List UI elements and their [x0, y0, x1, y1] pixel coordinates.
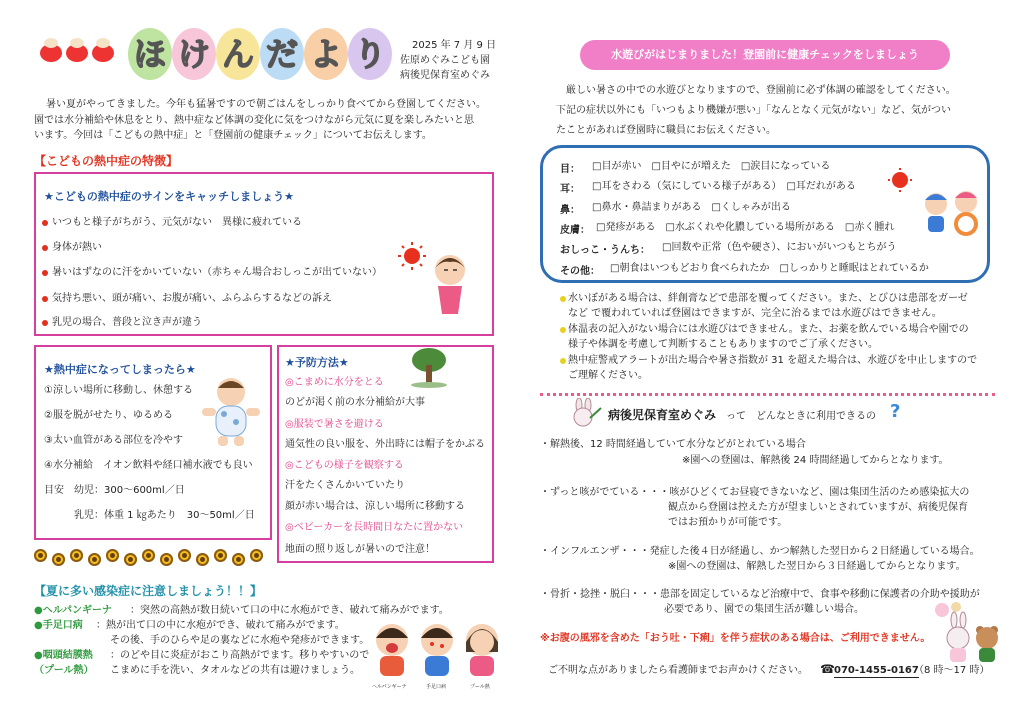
org-name: 病後児保育室めぐみ [400, 70, 490, 81]
list-item: 身体が熱い [52, 242, 102, 253]
phone-icon: ☎ [820, 662, 835, 676]
intro-text: 暑い夏がやってきました。今年も猛暑ですので朝ごはんをしっかり食べてから登園してください。 [46, 99, 486, 110]
mascot-illustration [40, 38, 120, 66]
prevention-text: 通気性の良い服を、外出時には帽子をかぶる [285, 439, 485, 450]
list-item: ③太い血管がある部位を冷やす [44, 435, 183, 446]
disease-description: こまめに手を洗い、タオルなどの共有は避けましょう。 [110, 665, 360, 676]
case-note: ※園への登園は、解熱後 24 時間経過してからとなります。 [682, 455, 949, 466]
disease-name: ●咽頭結膜熱 [34, 650, 93, 661]
note-text: 様子や体調を考慮して判断することもありますのでご了承ください。 [568, 339, 878, 350]
case-text: ではお預かりが可能です。 [668, 517, 788, 528]
phone-number: 070-1455-0167 [834, 665, 919, 676]
check-label: 鼻： [560, 205, 580, 216]
rabbit-bear-illustration [932, 602, 1004, 664]
disease-name: ●手足口病 [34, 620, 83, 631]
target-label: 目安 [44, 485, 64, 496]
prevention-text: 汗をたくさんかいていたり [285, 480, 405, 491]
prevention-heading: ◎ベビーカーを長時間日なたに置かない [285, 522, 464, 533]
section-heading: 【夏に多い感染症に注意しましょう！！】 [34, 584, 263, 598]
contact-text: ご不明な点がありましたら看護師までお声かけください。 [548, 665, 808, 676]
prevention-text: 顔が赤い場合は、涼しい場所に移動する [285, 501, 465, 512]
org-name: 佐原めぐみこども園 [400, 55, 490, 66]
case-text: 必要であり、園での集団生活が難しい場合。 [664, 604, 864, 615]
check-items: □目が赤い □目やにが増えた □涙目になっている [592, 161, 831, 172]
check-label: おしっこ・うんち： [560, 245, 650, 256]
check-items: □朝食はいつもどおり食べられたか □しっかりと睡眠はとれているか [610, 263, 929, 274]
intro-text: 厳しい暑さの中での水遊びとなりますので、登園前に必ず体調の確認をしてください。 [566, 85, 956, 96]
disease-description: ：熱が出て口の中に水疱ができ、破れて痛みがでます。 [96, 620, 345, 631]
usage-warning: ※お腹の風邪を含めた「おう吐・下痢」を伴う症状のある場合は、ご利用できません。 [540, 633, 931, 644]
disease-name: （プール熱） [34, 665, 94, 676]
disease-description: ：のどや目に炎症がおこり高熱がでます。移りやすいので [110, 650, 370, 661]
baby-illustration [196, 370, 266, 450]
target-value: 幼児：300～600ml／日 [74, 485, 185, 496]
list-item: いつもと様子がちがう、元気がない 異様に疲れている [52, 217, 302, 228]
disease-description: その後、手のひらや足の裏などに水疱や発疹ができます。 [110, 635, 370, 646]
banner-heading: 水遊びがはじまりました！登園前に健康チェックをしましょう [580, 40, 950, 70]
hot-child-illustration [398, 242, 482, 320]
title-char: り [353, 35, 386, 73]
note-text: 熱中症警戒アラートが出た場合や暑さ指数が 31 を超えた場合は、水遊びを中止しますので [568, 355, 978, 366]
title-char: だ [265, 35, 298, 73]
list-item: 気持ち悪い、頭が痛い、お腹が痛い、ふらふらするなどの訴え [52, 293, 332, 304]
title-char: け [177, 35, 210, 73]
pool-kids-illustration [886, 168, 982, 238]
prevention-text: のどが渇く前の水分補給が大事 [285, 397, 425, 408]
note-text: 水いぼがある場合は、絆創膏などで患部を覆ってください。また、とびひは患部をガーゼ [568, 293, 968, 304]
check-items: □耳をさわる（気にしている様子がある） □耳だれがある [592, 181, 856, 192]
list-item: ②服を脱がせたり、ゆるめる [44, 410, 173, 421]
list-item: 乳児の場合、普段と泣き声が違う [52, 317, 202, 328]
intro-text: たことがあれば登園時に職員にお伝えください。 [556, 125, 776, 136]
intro-text: 園では水分補給や休息をとり、熱中症など体調の変化に気をつけながら元気に夏を楽しみたいと思 [34, 115, 474, 126]
nursery-title: 病後児保育室めぐみ [608, 408, 717, 422]
prevention-text: 地面の照り返しが暑いので注意！ [285, 544, 435, 555]
disease-description: ：突然の高熱が数日続いて口の中に水疱ができ、破れて痛みがでます。 [130, 605, 449, 616]
section-heading: 【こどもの熱中症の特徴】 [34, 154, 179, 168]
note-text: など で覆われていれば登園はできますが、完全に治るまでは水遊びはできません。 [568, 308, 942, 319]
check-items: □回数や正常（色や硬さ）、においがいつもとちがう [662, 242, 897, 253]
check-label: 耳： [560, 184, 580, 195]
title-char: ほ [133, 35, 166, 73]
prevention-heading: ◎服装で暑さを避ける [285, 419, 384, 430]
illustration-caption: プール熱 [470, 684, 490, 690]
box-title: ★予防方法★ [285, 356, 349, 369]
case-note: ※園への登園は、解熱した翌日から３日経過してからとなります。 [668, 561, 966, 572]
case-text: ・インフルエンザ・・・発症した後４日が経過し、かつ解熱した翌日から２日経過している場合。 [540, 546, 980, 557]
list-item: 暑いはずなのに汗をかいていない（赤ちゃん場合おしっこが出ていない） [52, 267, 382, 278]
check-label: その他： [560, 266, 600, 277]
list-item: ④水分補給 イオン飲料や経口補水液でも良い [44, 460, 253, 471]
title-char: ん [221, 35, 254, 73]
note-text: 体温表の記入がない場合には水遊びはできません。また、お薬を飲んでいる場合や園での [568, 324, 969, 335]
dotted-divider [540, 393, 995, 396]
sick-children-illustration [372, 616, 502, 682]
note-text: ご理解ください。 [568, 370, 648, 381]
check-label: 目： [560, 164, 580, 175]
intro-text: 下記の症状以外にも「いつもより機嫌が悪い」「なんとなく元気がない」など、気がつい [556, 105, 951, 116]
sunflower-border [34, 549, 264, 567]
nursery-question: って どんなときに利用できるの [726, 411, 876, 422]
title-char: よ [309, 35, 342, 73]
issue-date: 2025 年 7 月 9 日 [412, 40, 497, 51]
intro-text: います。今回は「こどもの熱中症」と「登園前の健康チェック」についてお伝えします。 [34, 130, 432, 141]
prevention-heading: ◎こまめに水分をとる [285, 377, 384, 388]
check-label: 皮膚： [560, 225, 590, 236]
phone-hours: （8 時～17 時） [914, 665, 990, 676]
box-title: ★こどもの熱中症のサインをキャッチしましょう★ [44, 190, 294, 203]
prevention-heading: ◎こどもの様子を観察する [285, 460, 404, 471]
target-value: 乳児：体重 1 ㎏あたり 30～50ml／日 [74, 510, 255, 521]
case-text: ・解熱後、12 時間経過していて水分などがとれている場合 [540, 439, 806, 450]
illustration-caption: 手足口病 [426, 684, 447, 690]
tree-shade-illustration [408, 347, 450, 389]
list-item: ①涼しい場所に移動し、休憩する [44, 385, 193, 396]
question-mark-icon: ? [890, 401, 901, 422]
case-text: 観点から登園は控えた方が望ましいとされていますが、病後児保育 [668, 502, 968, 513]
rabbit-nurse-illustration [568, 398, 602, 428]
check-items: □発疹がある □水ぶくれや化膿している場所がある □赤く腫れ [596, 222, 895, 233]
check-items: □鼻水・鼻詰まりがある □くしゃみが出る [592, 202, 791, 213]
case-text: ・骨折・捻挫・脱臼・・・患部を固定しているなど治療中で、食事や移動に保護者の介助や援助が [540, 589, 980, 600]
box-title: ★熱中症になってしまったら★ [44, 363, 196, 376]
case-text: ・ずっと咳がでている・・・咳がひどくてお昼寝できないなど、園は集団生活のため感染拡大の [540, 487, 970, 498]
illustration-caption: ヘルパンギーナ [372, 684, 407, 690]
disease-name: ●ヘルパンギーナ [34, 605, 113, 616]
